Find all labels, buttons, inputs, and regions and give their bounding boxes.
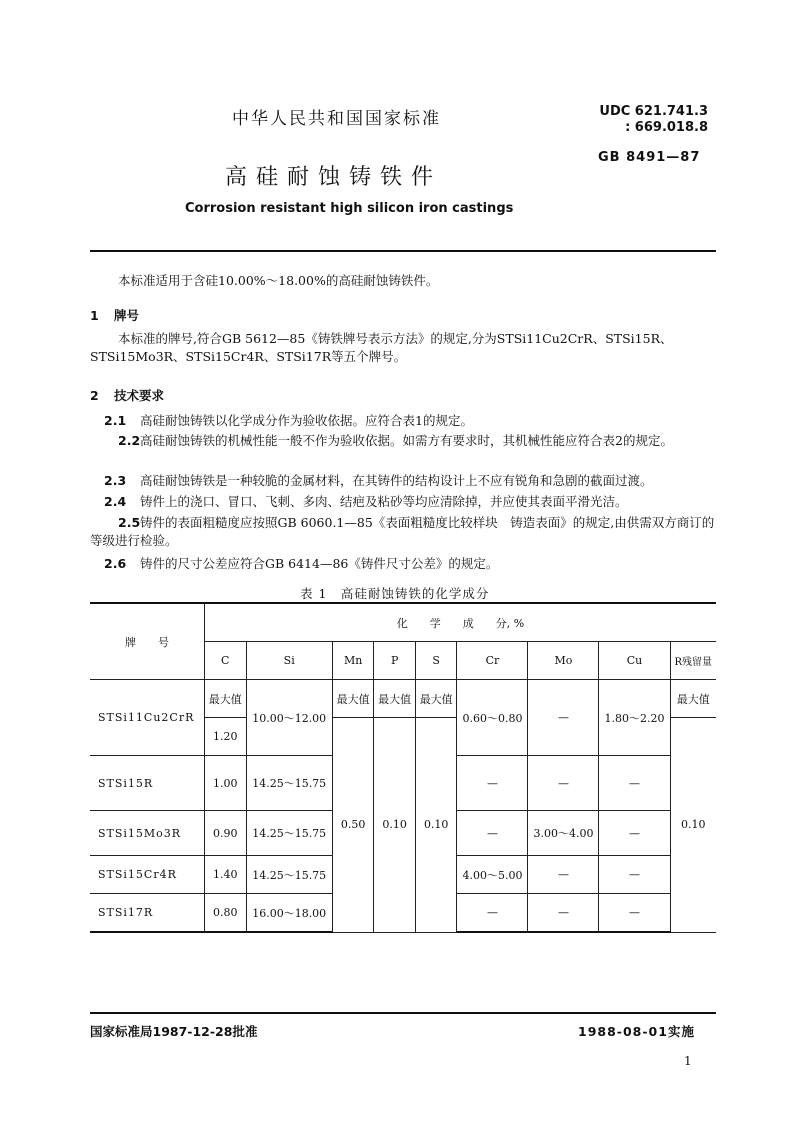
section-1-text: 本标准的牌号,符合GB 5612—85《铸铁牌号表示方法》的规定,分为STSi11Cu2CrR、STSi15R、STSi15Mo3R、STSi15Cr4R、STSi17R等五个牌号。 (90, 331, 673, 364)
row-grade: STSi11Cu2CrR (90, 680, 205, 756)
row-c: 1.40 (205, 856, 247, 894)
clause-2-2-text: 高硅耐蚀铸铁的机械性能一般不作为验收依据。如需方有要求时，其机械性能应符合表2的规定。 (140, 433, 673, 448)
udc-code (598, 104, 708, 136)
section-2-title: 技术要求 (114, 388, 165, 403)
col-mo: Mo (528, 642, 599, 680)
row-cr: — (457, 811, 528, 856)
section-1-heading (90, 306, 139, 324)
row-mo: — (528, 856, 599, 894)
header-rule (90, 250, 716, 252)
clause-2-5-text: 铸件的表面粗糙度应按照GB 6060.1—85《表面粗糙度比较样块 铸造表面》的规定,由供需双方商订的等级进行检验。 (90, 515, 715, 548)
row-cr: 0.60～0.80 (457, 680, 528, 756)
section-1-number: 1 (90, 308, 99, 323)
col-si: Si (246, 642, 332, 680)
shared-s: 0.10 (415, 718, 457, 933)
c-max-label: 最大值 (205, 680, 247, 718)
s-max-label: 最大值 (415, 680, 457, 718)
row-si: 16.00～18.00 (246, 894, 332, 933)
issuing-body: 中华人民共和国国家标准 (232, 109, 441, 129)
row-mo: — (528, 756, 599, 811)
row-c: 1.00 (205, 756, 247, 811)
clause-2-5 (90, 514, 720, 550)
udc-line-2: : 669.018.8 (625, 120, 708, 135)
row-grade: STSi15Cr4R (90, 856, 205, 894)
row-si: 14.25～15.75 (246, 856, 332, 894)
grade-header: 牌 号 (90, 603, 205, 680)
row-c: 0.80 (205, 894, 247, 933)
composition-header: 化 学 成 分, % (205, 603, 717, 642)
col-cu: Cu (599, 642, 670, 680)
clause-2-2-number: 2.2 (118, 433, 141, 448)
row-cr: — (457, 894, 528, 933)
footer-rule (90, 1012, 716, 1014)
clause-2-3-text: 高硅耐蚀铸铁是一种较脆的金属材料，在其铸件的结构设计上不应有锐角和急剧的截面过渡。 (140, 473, 653, 488)
approval-date: 国家标准局1987-12-28批准 (90, 1024, 258, 1039)
col-cr: Cr (457, 642, 528, 680)
row-cu: 1.80～2.20 (599, 680, 670, 756)
section-2-number: 2 (90, 388, 99, 403)
clause-2-6-text: 铸件的尺寸公差应符合GB 6414—86《铸件尺寸公差》的规定。 (140, 556, 499, 571)
clause-2-4-text: 铸件上的浇口、冒口、飞刺、多肉、结疤及粘砂等均应清除掉，并应使其表面平滑光洁。 (140, 494, 628, 509)
clause-2-3 (90, 472, 720, 490)
clause-2-5-number: 2.5 (118, 515, 141, 530)
row-cr: 4.00～5.00 (457, 856, 528, 894)
col-r-residual: R残留量 (670, 642, 716, 680)
table-caption: 表 1 高硅耐蚀铸铁的化学成分 (300, 586, 490, 601)
clause-2-1 (90, 412, 720, 430)
effective-date: 1988-08-01实施 (578, 1024, 695, 1039)
row-grade: STSi17R (90, 894, 205, 933)
row-mo: — (528, 894, 599, 933)
mn-max-label: 最大值 (332, 680, 374, 718)
page-number: 1 (684, 1054, 692, 1068)
row-cu: — (599, 756, 670, 811)
clause-2-4-number: 2.4 (104, 494, 127, 509)
p-max-label: 最大值 (374, 680, 416, 718)
scope-text: 本标准适用于含硅10.00%～18.00%的高硅耐蚀铸铁件。 (118, 273, 439, 288)
clause-2-6-number: 2.6 (104, 556, 127, 571)
row-c: 1.20 (205, 718, 247, 756)
table-row (90, 680, 716, 718)
row-c: 0.90 (205, 811, 247, 856)
clause-2-1-text: 高硅耐蚀铸铁以化学成分作为验收依据。应符合表1的规定。 (140, 413, 473, 428)
row-grade: STSi15Mo3R (90, 811, 205, 856)
shared-mn: 0.50 (332, 718, 374, 933)
document-title: 高硅耐蚀铸铁件 (225, 165, 443, 190)
clause-2-4 (90, 493, 720, 511)
udc-line-1: UDC 621.741.3 (599, 104, 708, 119)
row-grade: STSi15R (90, 756, 205, 811)
section-2-heading (90, 386, 164, 404)
composition-table (90, 602, 716, 933)
clause-2-2 (90, 432, 720, 450)
clause-2-1-number: 2.1 (104, 413, 127, 428)
shared-r: 0.10 (670, 718, 716, 933)
shared-p: 0.10 (374, 718, 416, 933)
col-s: S (415, 642, 457, 680)
row-cu: — (599, 811, 670, 856)
r-max-label: 最大值 (670, 680, 716, 718)
section-1-title: 牌号 (114, 308, 140, 323)
document-title-english: Corrosion resistant high silicon iron castings (185, 201, 514, 216)
clause-2-3-number: 2.3 (104, 473, 127, 488)
row-cu: — (599, 894, 670, 933)
row-mo: — (528, 680, 599, 756)
col-mn: Mn (332, 642, 374, 680)
row-si: 10.00～12.00 (246, 680, 332, 756)
clause-2-6 (90, 555, 720, 573)
col-p: P (374, 642, 416, 680)
row-cr: — (457, 756, 528, 811)
row-mo: 3.00～4.00 (528, 811, 599, 856)
standard-number: GB 8491—87 (598, 150, 701, 165)
row-si: 14.25～15.75 (246, 811, 332, 856)
row-si: 14.25～15.75 (246, 756, 332, 811)
row-cu: — (599, 856, 670, 894)
col-c: C (205, 642, 247, 680)
